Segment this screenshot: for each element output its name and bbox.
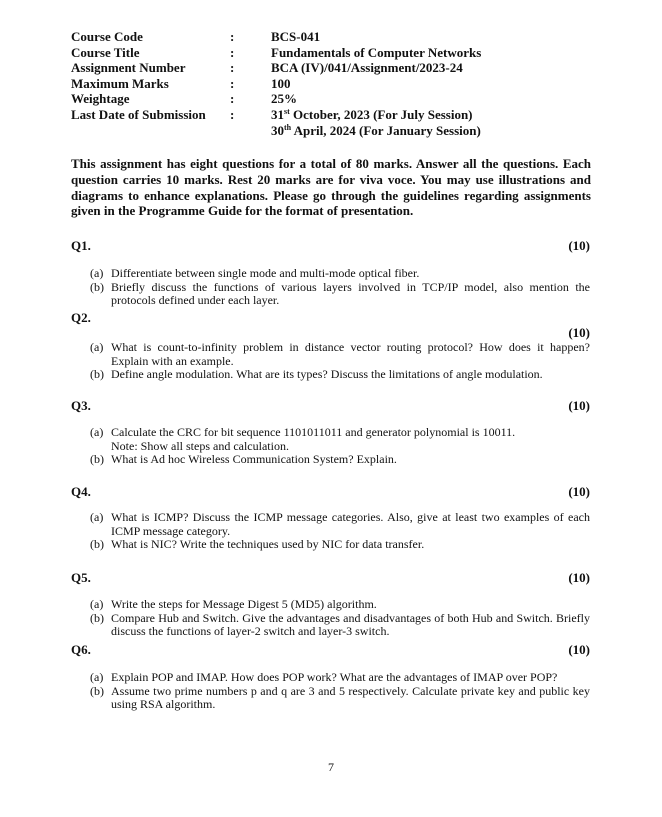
info-colon: : <box>230 106 235 122</box>
question-parts <box>90 426 590 467</box>
question-marks: (10) <box>568 642 590 657</box>
question-part: (b) Assume two prime numbers p and q are 3 and 5 respectively. Calculate private key and public key using RSA algorithm. <box>90 683 590 712</box>
question-part: (a) Explain POP and IMAP. How does POP work? What are the advantages of IMAP over POP? <box>90 670 558 684</box>
info-label: Weightage <box>71 91 130 107</box>
info-colon: : <box>230 91 235 107</box>
question-marks: (10) <box>568 570 590 585</box>
info-colon: : <box>230 60 235 76</box>
question-label: Q4. <box>71 484 91 499</box>
note-text: Note: Show all steps and calculation. <box>111 438 289 453</box>
question-label: Q6. <box>71 642 91 657</box>
question-marks: (10) <box>568 398 590 413</box>
question-parts <box>90 671 590 712</box>
january-session-date: 30th April, 2024 (For January Session) <box>271 122 481 138</box>
weightage-value: 25% <box>271 91 297 107</box>
info-colon: : <box>230 29 235 44</box>
course-code-value: BCS-041 <box>271 29 321 44</box>
question-part: (a) What is ICMP? Discuss the ICMP message categories. Also, give at least two examples of each ICMP message category. <box>90 510 590 538</box>
question-parts <box>90 511 590 552</box>
info-colon: : <box>230 44 235 60</box>
question-part: (b) Define angle modulation. What are its types? Discuss the limitations of angle modulation. <box>90 367 543 382</box>
question-marks: (10) <box>568 484 590 499</box>
question-parts <box>90 598 590 639</box>
question-part: (a) Write the steps for Message Digest 5 (MD5) algorithm. <box>90 597 377 611</box>
question-part: (b) What is Ad hoc Wireless Communication System? Explain. <box>90 452 397 467</box>
instructions-paragraph: This assignment has eight questions for a total of 80 marks. Answer all the questions. Each question carries 10 marks. Rest 20 marks are for viva voce. You may use illustrations and diagrams to enhance explanations. Please go through the guidelines regarding assignments given in the Programme Guide for the format of presentation. <box>71 156 591 219</box>
question-marks: (10) <box>568 325 590 340</box>
assignment-number-value: BCA (IV)/041/Assignment/2023-24 <box>271 60 463 76</box>
question-part: (b) What is NIC? Write the techniques used by NIC for data transfer. <box>90 537 425 552</box>
question-part: (a) What is count-to-infinity problem in distance vector routing protocol? How does it happen? Explain with an example. <box>90 340 590 368</box>
question-part: (a) Calculate the CRC for bit sequence 1101011011 and generator polynomial is 10011. Note: Show all steps and calculation. <box>90 426 590 453</box>
page-number: 7 <box>328 760 334 774</box>
question-parts <box>90 267 590 308</box>
question-label: Q1. <box>71 238 91 253</box>
question-label: Q2. <box>71 310 91 325</box>
question-part: (a) Differentiate between single mode and multi-mode optical fiber. <box>90 266 420 280</box>
info-label: Course Code <box>71 29 143 44</box>
question-part: (b) Briefly discuss the functions of various layers involved in TCP/IP model, also mention the protocols defined under each layer. <box>90 279 590 308</box>
info-label: Assignment Number <box>71 60 186 76</box>
course-title-value: Fundamentals of Computer Networks <box>271 44 482 60</box>
info-label: Last Date of Submission <box>71 106 206 122</box>
info-label: Course Title <box>71 44 140 60</box>
question-label: Q3. <box>71 398 91 413</box>
question-marks: (10) <box>568 238 590 253</box>
question-label: Q5. <box>71 570 91 585</box>
maximum-marks-value: 100 <box>271 75 291 91</box>
info-colon: : <box>230 75 235 91</box>
question-part: (b) Compare Hub and Switch. Give the advantages and disadvantages of both Hub and Switch. Briefly discuss the functions of layer-2 switch and layer-3 switch. <box>90 610 590 639</box>
july-session-date: 31st October, 2023 (For July Session) <box>271 106 473 122</box>
question-parts <box>90 341 590 382</box>
info-label: Maximum Marks <box>71 75 169 91</box>
